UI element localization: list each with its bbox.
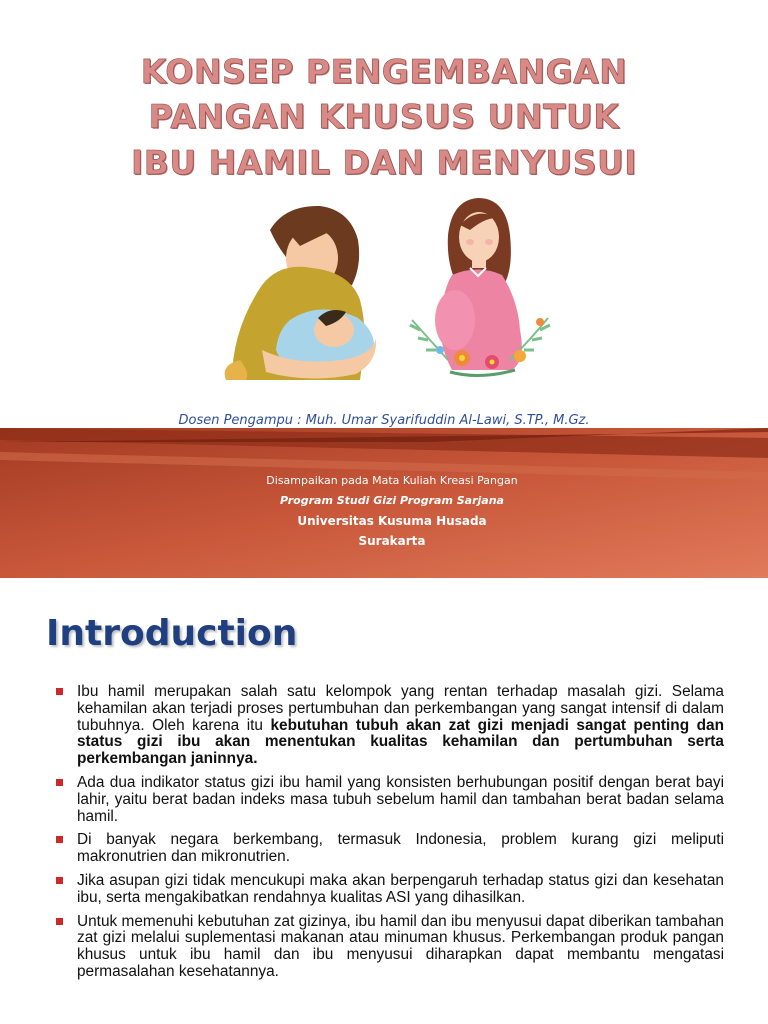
city-text: Surakarta [358,534,426,548]
bullet-text: Di banyak negara berkembang, termasuk Indonesia, problem kurang gizi meliputi makronutrien dan mikronutrien. [77,831,724,866]
lecturer-line: Dosen Pengampu : Muh. Umar Syarifuddin Al-Lawi, S.TP., M.Gz. [178,413,590,428]
bullet-text: Untuk memenuhi kebutuhan zat gizinya, ibu hamil dan ibu menyusui dapat diberikan tambahan zat gizi melalui suplementasi makanan atau minuman khusus. Perkembangan produk pangan khusus untuk ibu hamil dan ibu menyusui diharapkan dapat membantu mengatasi permasalahan kesehatannya. [77,912,724,980]
bullet-item [52,832,724,866]
bullet-square-icon [56,779,63,786]
bullet-item [52,684,724,768]
bullet-text: Ibu hamil merupakan salah satu kelompok yang rentan terhadap masalah gizi. Selama kehamilan akan terjadi proses pertumbuhan dan perkembangan yang sangat intensif di dalam tubuhnya. Oleh karena itu [77,683,724,734]
bullet-square-icon [56,836,63,843]
introduction-slide [0,578,768,1024]
university-text: Universitas Kusuma Husada [297,514,487,528]
bullet-text: Ada dua indikator status gizi ibu hamil yang konsisten berhubungan positif dengan berat bayi lahir, yaitu berat badan indeks masa tubuh sebelum hamil dan tambahan berat badan selama hamil. [77,773,724,825]
slide-title-line-1: KONSEP PENGEMBANGAN [140,52,628,91]
bullet-text: Jika asupan gizi tidak mencukupi maka akan berpengaruh terhadap status gizi dan kesehatan ibu, serta mengakibatkan rendahnya kualitas ASI yang dihasilkan. [77,871,724,906]
bullet-square-icon [56,877,63,884]
bullet-item [52,914,724,981]
breastfeeding-mother-illustration [225,206,377,380]
bullet-square-icon [56,918,63,925]
slide-title-line-2: PANGAN KHUSUS UNTUK [148,97,620,136]
slide-title-line-3: IBU HAMIL DAN MENYUSUI [130,143,638,182]
introduction-title: Introduction [46,613,298,654]
illustration-group [0,0,768,420]
pregnant-woman-illustration [435,198,522,370]
presented-in-text: Disampaikan pada Mata Kuliah Kreasi Pangan [266,474,518,487]
program-text: Program Studi Gizi Program Sarjana [280,494,504,507]
bullet-item [52,873,724,907]
bullet-square-icon [56,688,63,695]
bullet-list [52,684,724,988]
bullet-item [52,775,724,825]
bullet-bold-text: kebutuhan tubuh akan zat gizi menjadi sangat penting dan status gizi ibu akan menentukan kualitas kehamilan dan pertumbuhan serta perkembangan janinnya. [77,716,724,768]
